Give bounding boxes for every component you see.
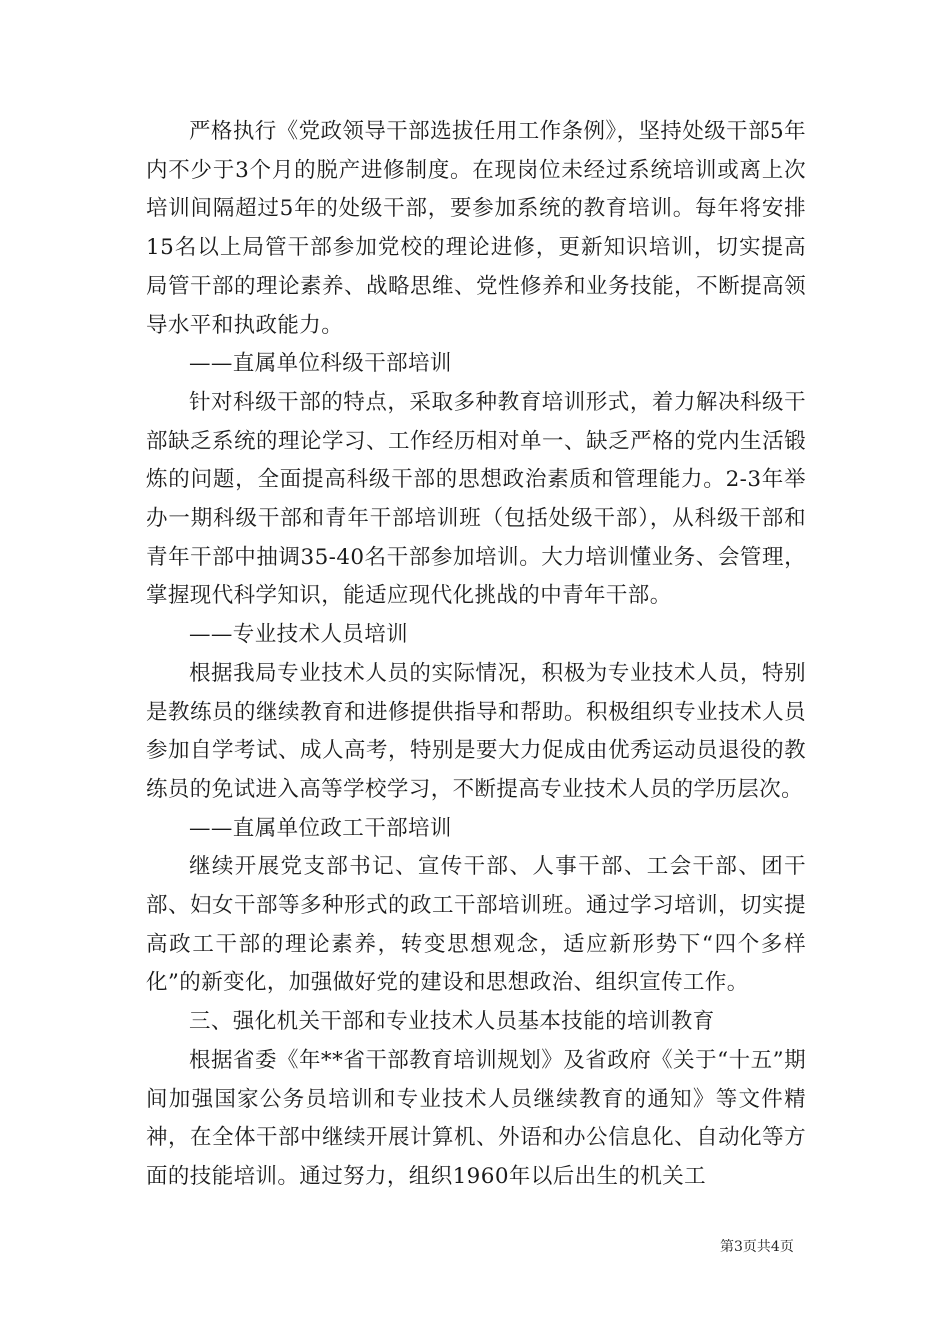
page-number: 第3页共4页 [720, 1239, 794, 1255]
paragraph-political-cadre-training: 继续开展党支部书记、宣传干部、人事干部、工会干部、团干部、妇女干部等多种形式的政工干部培训班。通过学习培训，切实提高政工干部的理论素养，转变思想观念，适应新形势下“四个多样化”的新变化，加强做好党的建设和思想政治、组织宣传工作。 [146, 854, 806, 996]
paragraph-section-level-training: 针对科级干部的特点，采取多种教育培训形式，着力解决科级干部缺乏系统的理论学习、工作经历相对单一、缺乏严格的党内生活锻炼的问题，全面提高科级干部的思想政治素质和管理能力。2-3年举办一期科级干部和青年干部培训班（包括处级干部），从科级干部和青年干部中抽调35-40名干部参加培训。大力培训懂业务、会管理，掌握现代科学知识，能适应现代化挑战的中青年干部。 [146, 389, 806, 609]
paragraph-technical-staff-training: 根据我局专业技术人员的实际情况，积极为专业技术人员，特别是教练员的继续教育和进修提供指导和帮助。积极组织专业技术人员参加自学考试、成人高考，特别是要大力促成由优秀运动员退役的教练员的免试进入高等学校学习，不断提高专业技术人员的学历层次。 [146, 660, 806, 802]
paragraph-cadre-regulations: 严格执行《党政领导干部选拔任用工作条例》，坚持处级干部5年内不少于3个月的脱产进修制度。在现岗位未经过系统培训或离上次培训间隔超过5年的处级干部，要参加系统的教育培训。每年将安排15名以上局管干部参加党校的理论进修，更新知识培训，切实提高局管干部的理论素养、战略思维、党性修养和业务技能，不断提高领导水平和执政能力。 [146, 119, 806, 338]
heading-political-cadre-training: ——直属单位政工干部培训 [189, 815, 452, 841]
heading-technical-staff-training: ——专业技术人员培训 [189, 622, 409, 648]
heading-section-level-training: ——直属单位科级干部培训 [189, 351, 452, 377]
heading-basic-skills-training: 三、强化机关干部和专业技术人员基本技能的培训教育 [189, 1009, 715, 1035]
paragraph-basic-skills-training: 根据省委《年**省干部教育培训规划》及省政府《关于“十五”期间加强国家公务员培训和专业技术人员继续教育的通知》等文件精神，在全体干部中继续开展计算机、外语和办公信息化、自动化等方面的技能培训。通过努力，组织1960年以后出生的机关工 [146, 1047, 806, 1189]
document-body [146, 113, 806, 1197]
